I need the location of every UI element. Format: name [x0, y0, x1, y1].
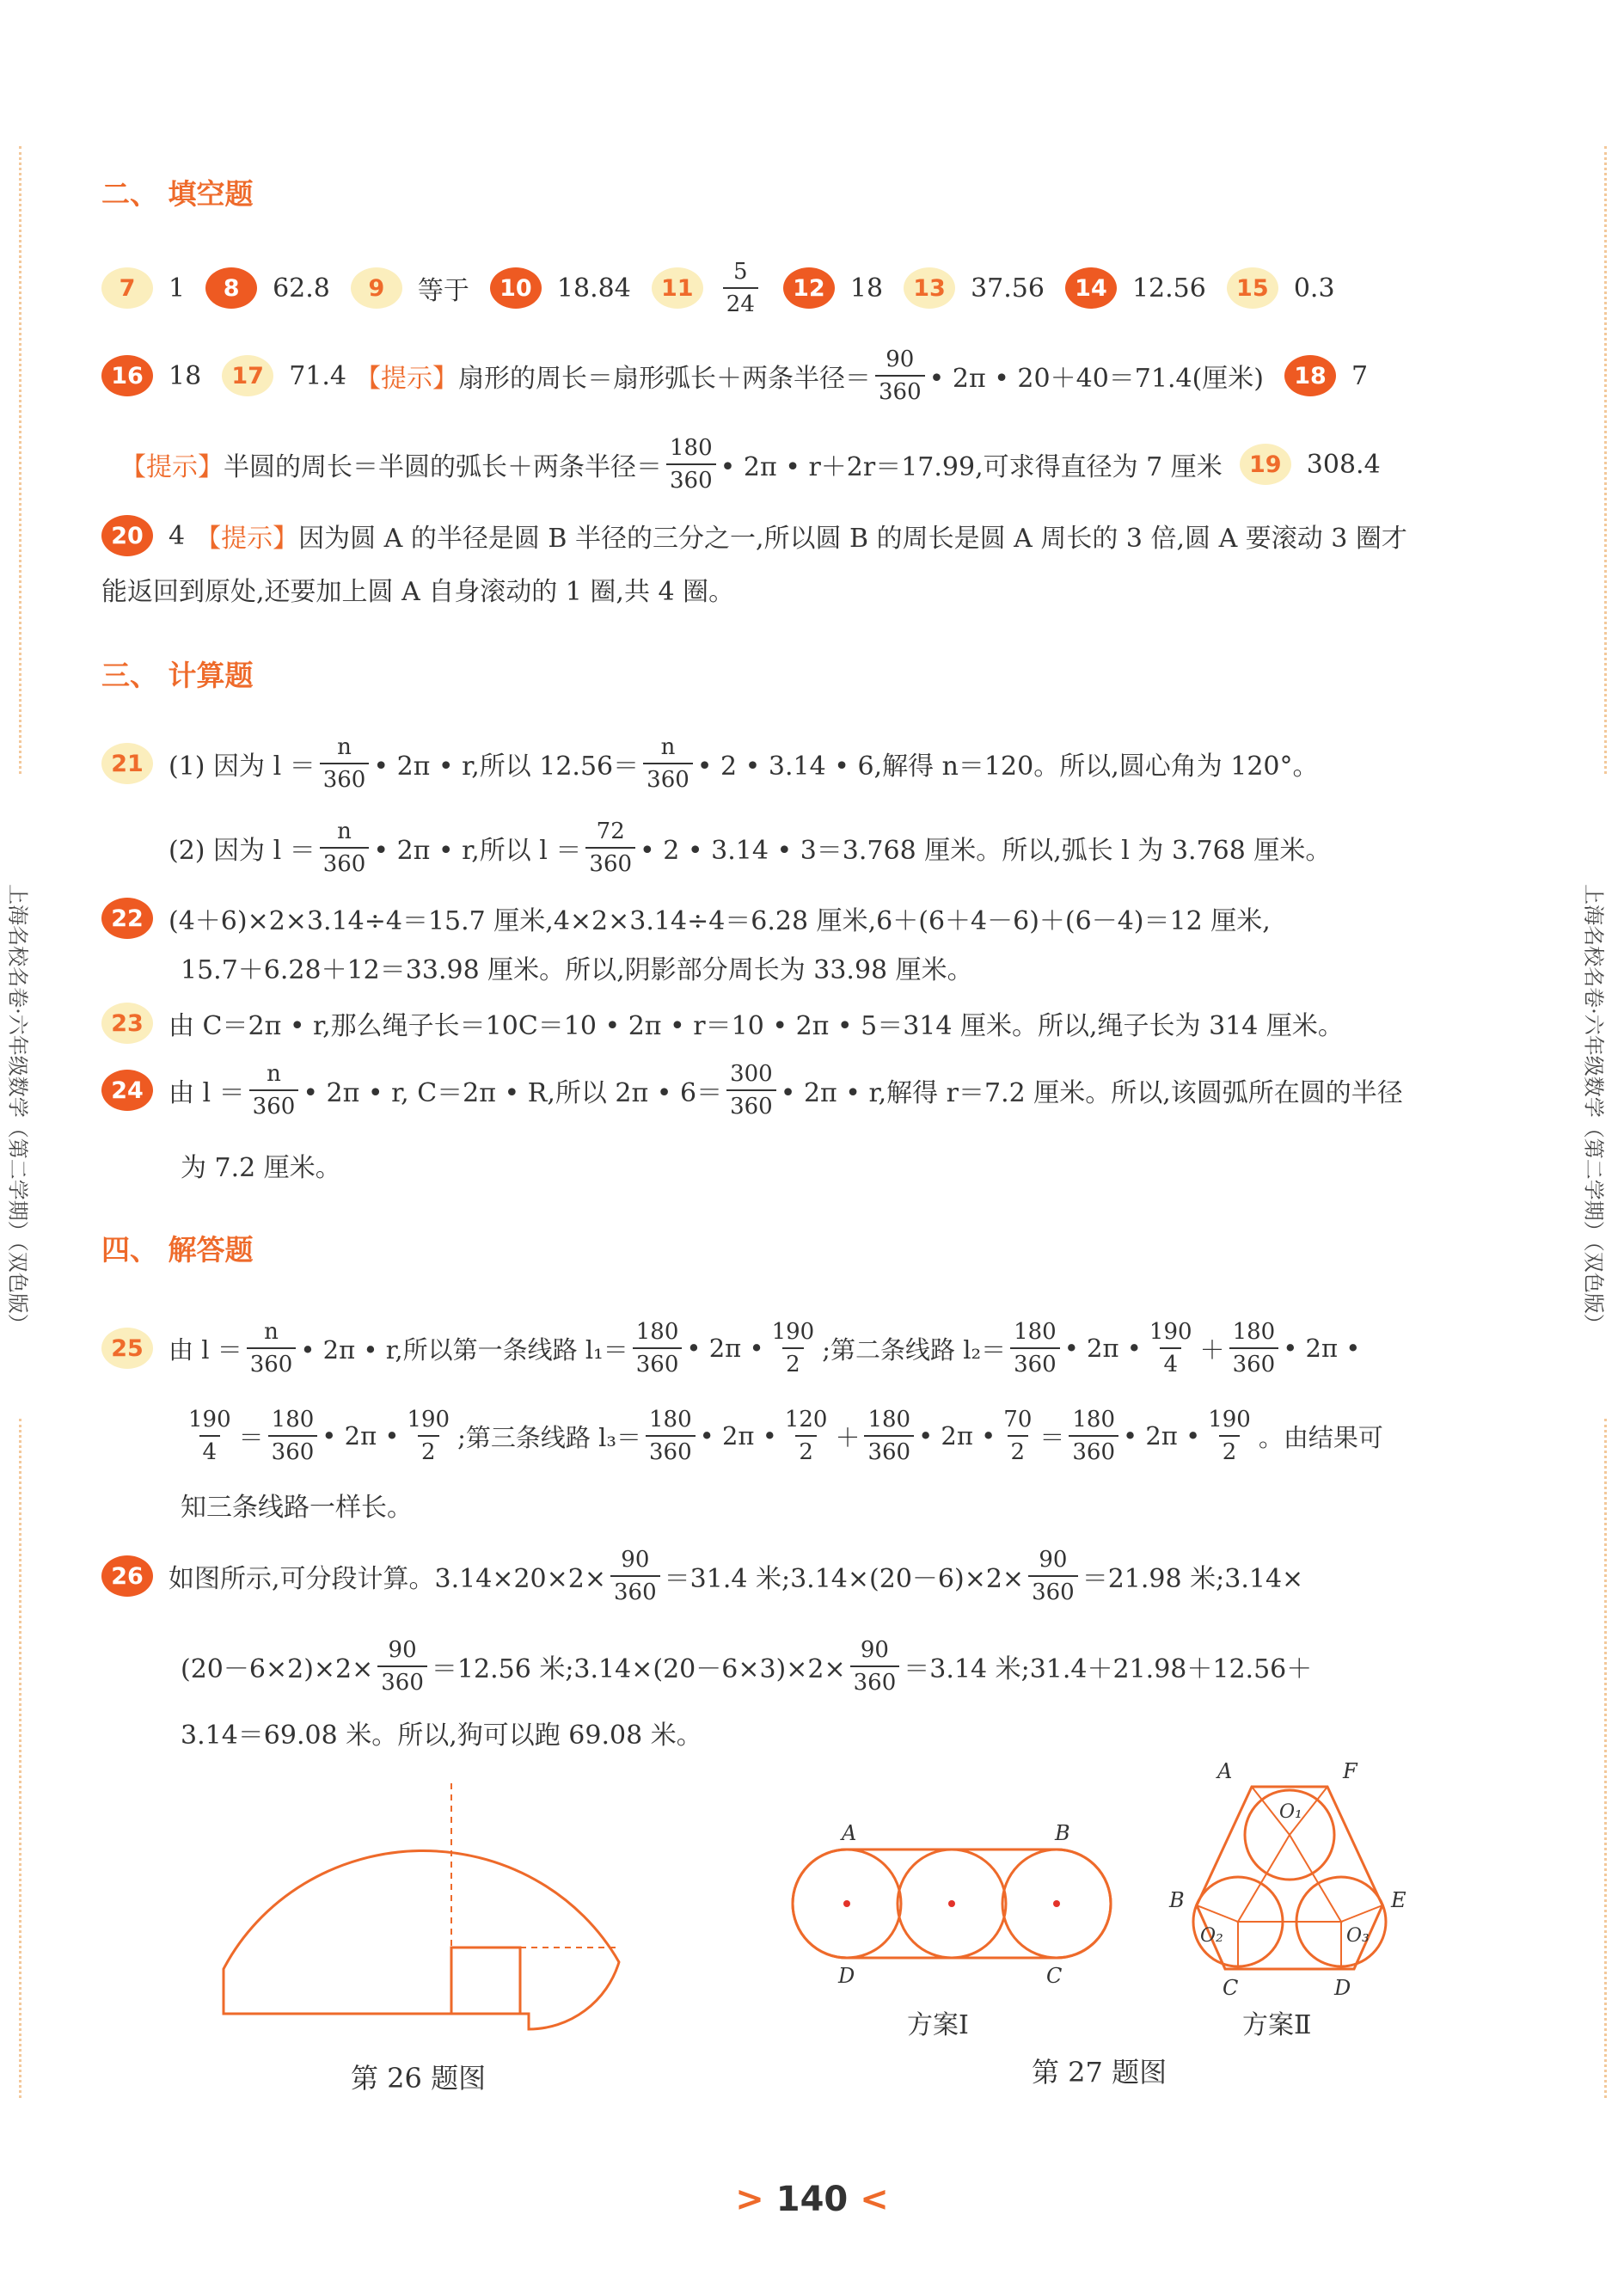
left-dotted-line-top [19, 146, 21, 774]
left-side-title: 上海名校名卷·六年级数学（第二学期）（双色版） [5, 884, 30, 1334]
hint-18-text-a: 半圆的周长＝半圆的弧长＋两条半径＝ [224, 452, 662, 482]
hint-17-fraction: $\frac{90}{360}$ [875, 348, 925, 403]
answer-11 [719, 261, 763, 316]
answer-23-row [101, 999, 1344, 1047]
figure-26-square [451, 1948, 520, 2014]
plan-2-label-o2: O₂ [1200, 1925, 1223, 1947]
question-number-18: 18 [1284, 355, 1336, 396]
page-number-value: 140 [775, 2180, 849, 2219]
plan-1-label-d: D [838, 1964, 855, 1988]
figure-26-outline [224, 1850, 619, 2029]
plan-1-label-b: B [1055, 1821, 1070, 1845]
section-fill-blank: 二、 填空题 [101, 177, 254, 211]
q25-l2-fraction-6: $\frac{180}{360}$ [864, 1408, 914, 1463]
right-dotted-line-bottom [1604, 1419, 1607, 2098]
q21-p1-text-b: • 2π • r,所以 12.56＝ [373, 751, 640, 782]
question-number-11: 11 [652, 267, 703, 309]
plan-2-label-d: D [1334, 1976, 1351, 2000]
q24-fraction-1: $\frac{n}{360}$ [249, 1063, 299, 1118]
question-number-19: 19 [1240, 444, 1291, 485]
q25-l2-fraction-2: $\frac{180}{360}$ [268, 1408, 318, 1463]
q25-l2-text-b: • 2π • [322, 1421, 400, 1451]
q25-l2-text-j: 。由结果可 [1258, 1422, 1383, 1452]
q22-line1-text: (4＋6)×2×3.14÷4＝15.7 厘米,4×2×3.14÷4＝6.28 厘米,6＋(6＋4－6)＋(6－4)＝12 厘米, [169, 906, 1271, 936]
question-number-25: 25 [101, 1328, 153, 1369]
q21-p2-fraction-2: $\frac{72}{360}$ [585, 820, 635, 875]
q25-l1-fraction-6: $\frac{180}{360}$ [1229, 1321, 1279, 1376]
q26-l1-text-c: ＝21.98 米;3.14× [1082, 1564, 1304, 1594]
question-number-15: 15 [1227, 267, 1278, 309]
question-number-20: 20 [101, 515, 153, 556]
q25-l2-fraction-1: $\frac{190}{4}$ [188, 1407, 231, 1465]
q25-l2-text-d: • 2π • [699, 1421, 777, 1451]
q21-p1-text-c: • 2 • 3.14 • 6,解得 n＝120。所以,圆心角为 120°。 [696, 751, 1319, 782]
answer-25-line3: 知三条线路一样长。 [181, 1493, 413, 1523]
hint-18-row [120, 434, 1401, 494]
hint-18-text-b: • 2π • r＋2r＝17.99,可求得直径为 7 厘米 [720, 452, 1223, 482]
answer-10: 18.84 [556, 273, 631, 304]
q26-l2-fraction-2: $\frac{90}{360}$ [850, 1639, 900, 1694]
plan-1-label-a: A [842, 1821, 857, 1845]
q25-l1-fraction-1: $\frac{n}{360}$ [247, 1321, 297, 1376]
question-number-22: 22 [101, 898, 153, 939]
q21-p2-text-a: (2) 因为 l ＝ [169, 836, 316, 866]
hint-label-18: 【提示】 [120, 452, 224, 482]
figure-26-diagram [215, 1771, 628, 2046]
right-side-title: 上海名校名卷·六年级数学（第二学期）（双色版） [1581, 884, 1606, 1334]
hint-20-text: 因为圆 A 的半径是圆 B 半径的三分之一,所以圆 B 的周长是圆 A 周长的 3 倍,圆 A 要滚动 3 圈才 [298, 524, 1407, 554]
q26-l1-fraction-2: $\frac{90}{360}$ [1028, 1549, 1078, 1604]
answer-20-row [101, 512, 1407, 560]
question-number-26: 26 [101, 1555, 153, 1597]
plan-2-caption: 方案Ⅱ [1242, 2010, 1312, 2040]
q25-l2-fraction-3: $\frac{190}{2}$ [407, 1407, 450, 1465]
q21-p2-text-c: • 2 • 3.14 • 3＝3.768 厘米。所以,弧长 l 为 3.768 厘米。 [640, 836, 1332, 866]
question-number-16: 16 [101, 355, 153, 396]
q25-l2-fraction-5: $\frac{120}{2}$ [784, 1407, 828, 1465]
q21-p2-fraction-1: $\frac{n}{360}$ [320, 820, 370, 875]
q25-l2-text-h: ＝ [1039, 1422, 1065, 1452]
answer-24-line1 [101, 1059, 1403, 1121]
question-number-8: 8 [205, 267, 257, 309]
answer-25-line2 [181, 1403, 1383, 1469]
question-number-10: 10 [490, 267, 542, 309]
q24-text-a: 由 l ＝ [169, 1078, 245, 1108]
question-number-23: 23 [101, 1003, 153, 1044]
answer-26-line1 [101, 1543, 1303, 1609]
plan-1-label-c: C [1046, 1964, 1063, 1988]
q25-l1-text-b: • 2π • r,所以第一条线路 l₁＝ [300, 1334, 628, 1365]
question-number-12: 12 [783, 267, 835, 309]
q25-l1-text-e: • 2π • [1063, 1334, 1142, 1363]
left-dotted-line-bottom [19, 1419, 21, 2098]
figure-26-caption: 第 26 题图 [351, 2062, 487, 2095]
answer-24-line2: 为 7.2 厘米。 [181, 1153, 341, 1183]
answer-7: 1 [169, 273, 186, 304]
page-number-right-chevron: < [860, 2180, 889, 2219]
q24-fraction-2: $\frac{300}{360}$ [726, 1063, 776, 1118]
figure-27-caption: 第 27 题图 [1032, 2056, 1167, 2089]
answer-11-fraction: $\frac{5}{24}$ [723, 261, 758, 316]
plan-1-caption: 方案Ⅰ [907, 2010, 969, 2040]
plan-2-label-a: A [1217, 1759, 1233, 1783]
answer-14: 12.56 [1131, 273, 1206, 304]
answer-25-line1 [101, 1316, 1360, 1381]
plan-1-center-middle [948, 1900, 955, 1907]
answer-26-line2 [181, 1634, 1312, 1699]
q24-text-b: • 2π • r, C＝2π • R,所以 2π • 6＝ [303, 1078, 723, 1108]
answer-22-line2: 15.7＋6.28＋12＝33.98 厘米。所以,阴影部分周长为 33.98 厘米。 [181, 955, 973, 985]
page-number [0, 2180, 1624, 2219]
answer-13: 37.56 [971, 273, 1045, 304]
question-number-21: 21 [101, 743, 153, 784]
question-number-7: 7 [101, 267, 153, 309]
q25-l2-text-e: ＋ [835, 1422, 861, 1452]
answers-row-16-18 [101, 346, 1368, 406]
question-number-17: 17 [222, 355, 273, 396]
answer-17: 71.4 [289, 360, 346, 391]
answer-21-part2 [169, 817, 1331, 879]
question-number-24: 24 [101, 1070, 153, 1111]
q25-l2-text-c: ;第三条线路 l₃＝ [457, 1422, 641, 1452]
answers-row-7-15 [101, 258, 1356, 318]
plan-2-label-b: B [1169, 1888, 1185, 1912]
answer-20: 4 [169, 520, 186, 551]
q25-l2-text-a: ＝ [238, 1422, 264, 1452]
q25-l1-text-h: • 2π • [1283, 1334, 1361, 1363]
q25-l1-text-c: • 2π • [686, 1334, 764, 1363]
q25-l1-text-a: 由 l ＝ [169, 1334, 242, 1365]
hint-label-17: 【提示】 [354, 364, 458, 394]
q23-text: 由 C＝2π • r,那么绳子长＝10C＝10 • 2π • r＝10 • 2π • 5＝314 厘米。所以,绳子长为 314 厘米。 [169, 1011, 1344, 1041]
question-number-13: 13 [904, 267, 955, 309]
plan-2-label-c: C [1223, 1976, 1239, 2000]
plan-2-label-o3: O₃ [1346, 1925, 1370, 1947]
figure-27-plan-2-diagram [1161, 1754, 1419, 2003]
q21-p1-text-a: (1) 因为 l ＝ [169, 751, 316, 782]
q26-l2-text-a: (20－6×2)×2× [181, 1654, 374, 1684]
section-calculation: 三、 计算题 [101, 659, 254, 692]
question-number-14: 14 [1065, 267, 1117, 309]
q26-l2-text-b: ＝12.56 米;3.14×(20－6×3)×2× [431, 1654, 846, 1684]
hint-17-text-b: • 2π • 20＋40＝71.4(厘米) [928, 364, 1264, 394]
figure-27-plan-1-diagram [778, 1814, 1122, 1995]
answer-19: 308.4 [1306, 449, 1381, 480]
answer-26-line3: 3.14＝69.08 米。所以,狗可以跑 69.08 米。 [181, 1721, 702, 1751]
q25-l2-fraction-9: $\frac{190}{2}$ [1208, 1407, 1251, 1465]
hint-17-text-a: 扇形的周长＝扇形弧长＋两条半径＝ [457, 364, 871, 394]
q25-l1-fraction-4: $\frac{180}{360}$ [1010, 1321, 1060, 1376]
answer-22-line1 [101, 894, 1271, 942]
q26-l2-fraction-1: $\frac{90}{360}$ [377, 1639, 427, 1694]
q25-l1-fraction-2: $\frac{180}{360}$ [633, 1321, 683, 1376]
q26-l1-fraction-1: $\frac{90}{360}$ [610, 1549, 660, 1604]
answer-9: 等于 [417, 276, 469, 306]
q25-l1-fraction-5: $\frac{190}{4}$ [1149, 1319, 1192, 1377]
q25-l1-text-g: ＋ [1199, 1334, 1225, 1365]
q26-l1-text-a: 如图所示,可分段计算。3.14×20×2× [169, 1564, 607, 1594]
q25-l2-fraction-4: $\frac{180}{360}$ [646, 1408, 696, 1463]
q21-p1-fraction-2: $\frac{n}{360}$ [643, 736, 693, 791]
hint-18-fraction: $\frac{180}{360}$ [666, 437, 716, 492]
answer-16: 18 [169, 360, 202, 391]
plan-1-center-right [1053, 1900, 1060, 1907]
answer-18: 7 [1351, 360, 1369, 391]
answer-15: 0.3 [1293, 273, 1335, 304]
q25-l1-text-d: ;第二条线路 l₂＝ [822, 1334, 1007, 1365]
answer-8: 62.8 [273, 273, 330, 304]
q25-l2-text-g: • 2π • [918, 1421, 996, 1451]
hint-label-20: 【提示】 [195, 524, 299, 554]
right-dotted-line-top [1604, 146, 1607, 774]
q25-l1-fraction-3: $\frac{190}{2}$ [771, 1319, 815, 1377]
plan-2-label-e: E [1391, 1888, 1406, 1912]
answer-20-line2: 能返回到原处,还要加上圆 A 自身滚动的 1 圈,共 4 圈。 [101, 577, 735, 607]
section-solution: 四、 解答题 [101, 1233, 254, 1267]
page-number-left-chevron: > [735, 2180, 764, 2219]
question-number-9: 9 [351, 267, 402, 309]
plan-1-center-left [843, 1900, 850, 1907]
q24-text-c: • 2π • r,解得 r＝7.2 厘米。所以,该圆弧所在圆的半径 [780, 1078, 1403, 1108]
q26-l2-text-c: ＝3.14 米;31.4＋21.98＋12.56＋ [904, 1654, 1313, 1684]
answer-21-part1 [101, 733, 1319, 794]
q25-l2-fraction-8: $\frac{180}{360}$ [1069, 1408, 1118, 1463]
plan-2-label-f: F [1343, 1759, 1357, 1783]
q21-p1-fraction-1: $\frac{n}{360}$ [320, 736, 370, 791]
answer-12: 18 [849, 273, 884, 304]
q26-l1-text-b: ＝31.4 米;3.14×(20－6)×2× [664, 1564, 1025, 1594]
q25-l2-text-i: • 2π • [1123, 1421, 1201, 1451]
q21-p2-text-b: • 2π • r,所以 l ＝ [373, 836, 582, 866]
q25-l2-fraction-7: $\frac{70}{2}$ [1003, 1407, 1033, 1465]
plan-2-label-o1: O₁ [1279, 1801, 1302, 1823]
